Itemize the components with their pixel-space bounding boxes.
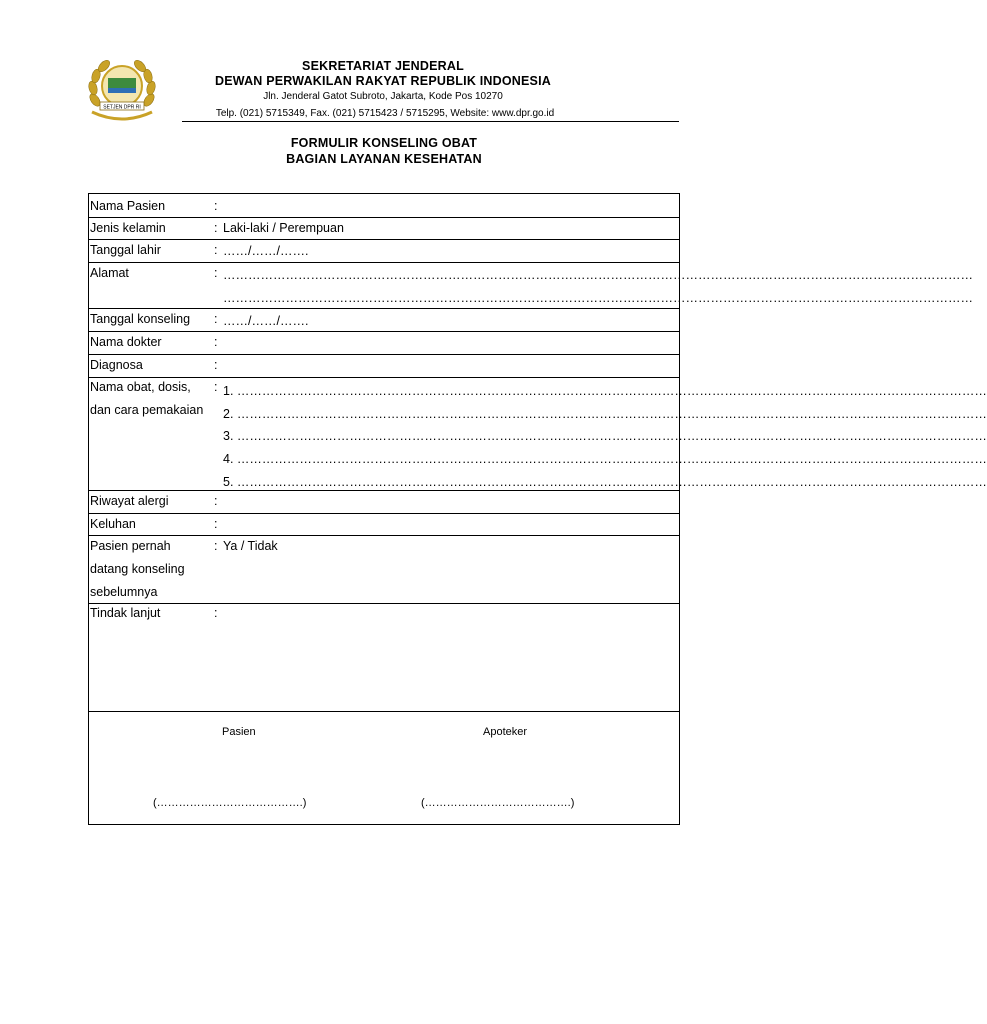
value-tanggal-konseling[interactable]: ……/……/……. <box>223 314 309 328</box>
dotted-fill: ……………………………………………………………………………………………………………………………………………………………… <box>236 384 987 398</box>
colon: : <box>214 266 218 280</box>
dotted-fill: ……………………………………………………………………………………………………………………………………………………………… <box>236 407 987 421</box>
dotted-fill: ……………………………………………………………………………………………………………………………………………………………… <box>236 429 987 443</box>
label-alamat: Alamat <box>90 266 129 280</box>
colon: : <box>214 221 218 235</box>
colon: : <box>214 243 218 257</box>
colon: : <box>214 199 218 213</box>
colon: : <box>214 539 218 553</box>
dotted-fill: ……………………………………………………………………………………………………………………………………………………………… <box>236 452 987 466</box>
label-tanggal-konseling: Tanggal konseling <box>90 312 191 326</box>
alamat-line-1[interactable] <box>223 264 973 286</box>
row-divider <box>89 513 679 514</box>
label-tanggal-lahir: Tanggal lahir <box>90 243 161 257</box>
form-subtitle: BAGIAN LAYANAN KESEHATAN <box>286 152 482 166</box>
colon: : <box>214 335 218 349</box>
dotted-fill: ……………………………………………………………………………………………………………………………………………………………… <box>223 291 973 305</box>
row-divider <box>89 711 679 712</box>
label-keluhan: Keluhan <box>90 517 136 531</box>
pasien-signature-line[interactable]: (………………………………….) <box>153 797 307 809</box>
colon: : <box>214 606 218 620</box>
header-contact: Telp. (021) 5715349, Fax. (021) 5715423 / 5715295, Website: www.dpr.go.id <box>215 108 555 119</box>
header-line-2: DEWAN PERWAKILAN RAKYAT REPUBLIK INDONESIA <box>215 74 551 88</box>
obat-item-2[interactable] <box>223 403 987 425</box>
colon: : <box>214 494 218 508</box>
colon: : <box>214 380 218 394</box>
alamat-line-2[interactable] <box>223 287 973 309</box>
apoteker-signature-label: Apoteker <box>483 726 528 738</box>
colon: : <box>214 312 218 326</box>
label-diagnosa: Diagnosa <box>90 358 143 372</box>
label-obat-line-2: dan cara pemakaian <box>90 403 204 417</box>
row-divider <box>89 262 679 263</box>
obat-item-1[interactable] <box>223 380 987 402</box>
header-divider <box>182 121 679 122</box>
item-number: 5. <box>223 475 234 489</box>
colon: : <box>214 517 218 531</box>
label-jenis-kelamin: Jenis kelamin <box>90 221 166 235</box>
dotted-fill: ……………………………………………………………………………………………………………………………………………………………… <box>236 475 987 489</box>
counseling-form <box>88 193 987 825</box>
obat-item-3[interactable] <box>223 425 987 447</box>
label-obat-line-1: Nama obat, dosis, <box>90 380 191 394</box>
value-pernah-datang[interactable]: Ya / Tidak <box>223 539 278 553</box>
row-divider <box>89 490 679 491</box>
value-tanggal-lahir[interactable]: ……/……/……. <box>223 244 309 258</box>
obat-item-4[interactable] <box>223 448 987 470</box>
label-tindak-lanjut: Tindak lanjut <box>90 606 161 620</box>
form-title: FORMULIR KONSELING OBAT <box>290 136 478 150</box>
label-pernah-datang-line-1: Pasien pernah <box>90 539 171 553</box>
label-pernah-datang-line-2: datang konseling <box>90 562 185 576</box>
item-number: 3. <box>223 429 234 443</box>
header-line-1: SEKRETARIAT JENDERAL <box>302 59 464 73</box>
item-number: 4. <box>223 452 234 466</box>
label-nama-dokter: Nama dokter <box>90 335 162 349</box>
svg-text:SETJEN DPR RI: SETJEN DPR RI <box>103 104 141 111</box>
label-riwayat-alergi: Riwayat alergi <box>90 494 169 508</box>
header-address: Jln. Jenderal Gatot Subroto, Jakarta, Kode Pos 10270 <box>263 91 503 102</box>
apoteker-signature-line[interactable]: (………………………………….) <box>421 797 575 809</box>
pasien-signature-label: Pasien <box>222 726 256 738</box>
colon: : <box>214 358 218 372</box>
dotted-fill: ……………………………………………………………………………………………………………………………………………………………… <box>223 268 973 282</box>
item-number: 2. <box>223 407 234 421</box>
row-divider <box>89 603 679 604</box>
row-divider <box>89 354 679 355</box>
item-number: 1. <box>223 384 234 398</box>
label-pernah-datang-line-3: sebelumnya <box>90 585 158 599</box>
row-divider <box>89 331 679 332</box>
value-jenis-kelamin[interactable]: Laki-laki / Perempuan <box>223 221 344 235</box>
dpr-logo <box>86 56 158 124</box>
label-nama-pasien: Nama Pasien <box>90 199 166 213</box>
